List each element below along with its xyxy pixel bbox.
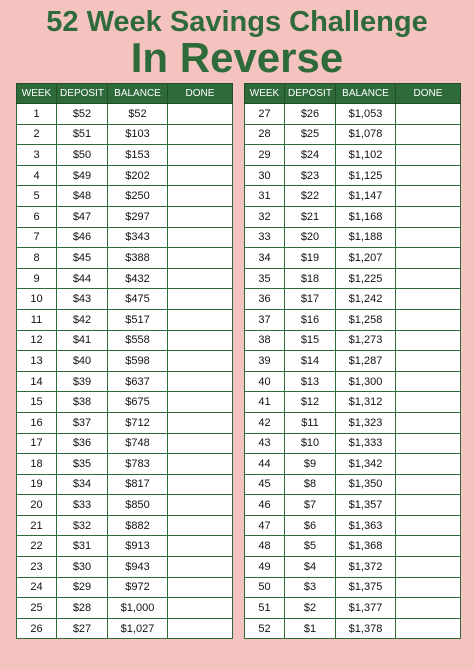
table-row: [245, 248, 461, 269]
done-checkbox-cell[interactable]: [396, 165, 461, 186]
balance-cell: $1,147: [336, 186, 396, 207]
header-week: WEEK: [17, 84, 57, 104]
table-row: [17, 351, 233, 372]
table-row: [245, 495, 461, 516]
balance-cell: $1,168: [336, 206, 396, 227]
week-cell: 21: [17, 515, 57, 536]
week-cell: 3: [17, 145, 57, 166]
deposit-cell: $35: [57, 454, 108, 475]
table-row: [17, 227, 233, 248]
done-checkbox-cell[interactable]: [396, 495, 461, 516]
balance-cell: $882: [108, 515, 168, 536]
table-row: [245, 474, 461, 495]
week-cell: 28: [245, 124, 285, 145]
table-row: [17, 598, 233, 619]
deposit-cell: $29: [57, 577, 108, 598]
balance-cell: $943: [108, 557, 168, 578]
done-checkbox-cell[interactable]: [396, 433, 461, 454]
done-checkbox-cell[interactable]: [168, 227, 233, 248]
table-row: [245, 433, 461, 454]
done-checkbox-cell[interactable]: [168, 330, 233, 351]
header-done: DONE: [396, 84, 461, 104]
done-checkbox-cell[interactable]: [168, 268, 233, 289]
table-row: [245, 557, 461, 578]
balance-cell: $1,357: [336, 495, 396, 516]
week-cell: 39: [245, 351, 285, 372]
balance-cell: $343: [108, 227, 168, 248]
table-header-row: [17, 84, 233, 104]
deposit-cell: $45: [57, 248, 108, 269]
done-checkbox-cell[interactable]: [396, 351, 461, 372]
deposit-cell: $46: [57, 227, 108, 248]
done-checkbox-cell[interactable]: [168, 474, 233, 495]
deposit-cell: $34: [57, 474, 108, 495]
done-checkbox-cell[interactable]: [168, 618, 233, 639]
balance-cell: $52: [108, 104, 168, 125]
week-cell: 19: [17, 474, 57, 495]
done-checkbox-cell[interactable]: [396, 474, 461, 495]
header-deposit: DEPOSIT: [285, 84, 336, 104]
week-cell: 50: [245, 577, 285, 598]
done-checkbox-cell[interactable]: [396, 371, 461, 392]
table-row: [245, 104, 461, 125]
done-checkbox-cell[interactable]: [396, 392, 461, 413]
table-row: [17, 165, 233, 186]
week-cell: 15: [17, 392, 57, 413]
balance-cell: $1,207: [336, 248, 396, 269]
week-cell: 20: [17, 495, 57, 516]
deposit-cell: $32: [57, 515, 108, 536]
balance-cell: $850: [108, 495, 168, 516]
done-checkbox-cell[interactable]: [168, 454, 233, 475]
done-checkbox-cell[interactable]: [168, 206, 233, 227]
balance-cell: $1,323: [336, 412, 396, 433]
deposit-cell: $15: [285, 330, 336, 351]
deposit-cell: $40: [57, 351, 108, 372]
table-row: [245, 392, 461, 413]
deposit-cell: $42: [57, 309, 108, 330]
week-cell: 42: [245, 412, 285, 433]
done-checkbox-cell[interactable]: [396, 309, 461, 330]
week-cell: 38: [245, 330, 285, 351]
balance-cell: $972: [108, 577, 168, 598]
table-row: [17, 577, 233, 598]
week-cell: 35: [245, 268, 285, 289]
week-cell: 13: [17, 351, 57, 372]
done-checkbox-cell[interactable]: [168, 165, 233, 186]
deposit-cell: $6: [285, 515, 336, 536]
done-checkbox-cell[interactable]: [168, 536, 233, 557]
table-body-right: [245, 104, 461, 639]
balance-cell: $675: [108, 392, 168, 413]
balance-cell: $558: [108, 330, 168, 351]
deposit-cell: $17: [285, 289, 336, 310]
balance-cell: $103: [108, 124, 168, 145]
balance-cell: $1,273: [336, 330, 396, 351]
deposit-cell: $43: [57, 289, 108, 310]
table-row: [17, 536, 233, 557]
week-cell: 52: [245, 618, 285, 639]
table-row: [17, 309, 233, 330]
deposit-cell: $48: [57, 186, 108, 207]
week-cell: 41: [245, 392, 285, 413]
week-cell: 44: [245, 454, 285, 475]
table-row: [17, 124, 233, 145]
balance-cell: $1,053: [336, 104, 396, 125]
balance-cell: $1,300: [336, 371, 396, 392]
balance-cell: $1,102: [336, 145, 396, 166]
table-row: [17, 330, 233, 351]
balance-cell: $817: [108, 474, 168, 495]
deposit-cell: $30: [57, 557, 108, 578]
deposit-cell: $26: [285, 104, 336, 125]
done-checkbox-cell[interactable]: [396, 248, 461, 269]
deposit-cell: $41: [57, 330, 108, 351]
done-checkbox-cell[interactable]: [396, 577, 461, 598]
done-checkbox-cell[interactable]: [396, 227, 461, 248]
savings-table-weeks-1-26: [16, 83, 233, 639]
deposit-cell: $31: [57, 536, 108, 557]
balance-cell: $712: [108, 412, 168, 433]
balance-cell: $1,312: [336, 392, 396, 413]
deposit-cell: $11: [285, 412, 336, 433]
header-balance: BALANCE: [336, 84, 396, 104]
done-checkbox-cell[interactable]: [168, 124, 233, 145]
table-row: [17, 104, 233, 125]
table-row: [245, 186, 461, 207]
done-checkbox-cell[interactable]: [168, 577, 233, 598]
deposit-cell: $51: [57, 124, 108, 145]
table-row: [17, 186, 233, 207]
week-cell: 27: [245, 104, 285, 125]
table-row: [245, 309, 461, 330]
week-cell: 33: [245, 227, 285, 248]
table-row: [245, 515, 461, 536]
week-cell: 37: [245, 309, 285, 330]
header-balance: BALANCE: [108, 84, 168, 104]
done-checkbox-cell[interactable]: [396, 515, 461, 536]
header-deposit: DEPOSIT: [57, 84, 108, 104]
deposit-cell: $23: [285, 165, 336, 186]
week-cell: 16: [17, 412, 57, 433]
week-cell: 23: [17, 557, 57, 578]
deposit-cell: $28: [57, 598, 108, 619]
deposit-cell: $7: [285, 495, 336, 516]
balance-cell: $1,027: [108, 618, 168, 639]
balance-cell: $202: [108, 165, 168, 186]
title-line-2: In Reverse: [130, 34, 344, 81]
table-row: [245, 536, 461, 557]
week-cell: 8: [17, 248, 57, 269]
deposit-cell: $8: [285, 474, 336, 495]
table-row: [245, 330, 461, 351]
table-row: [245, 371, 461, 392]
table-row: [245, 165, 461, 186]
done-checkbox-cell[interactable]: [168, 557, 233, 578]
week-cell: 32: [245, 206, 285, 227]
week-cell: 22: [17, 536, 57, 557]
week-cell: 45: [245, 474, 285, 495]
week-cell: 29: [245, 145, 285, 166]
deposit-cell: $2: [285, 598, 336, 619]
deposit-cell: $20: [285, 227, 336, 248]
week-cell: 25: [17, 598, 57, 619]
deposit-cell: $47: [57, 206, 108, 227]
week-cell: 18: [17, 454, 57, 475]
table-row: [17, 371, 233, 392]
table-row: [245, 227, 461, 248]
table-row: [245, 412, 461, 433]
balance-cell: $153: [108, 145, 168, 166]
deposit-cell: $5: [285, 536, 336, 557]
done-checkbox-cell[interactable]: [168, 433, 233, 454]
week-cell: 14: [17, 371, 57, 392]
table-row: [245, 268, 461, 289]
done-checkbox-cell[interactable]: [396, 186, 461, 207]
deposit-cell: $3: [285, 577, 336, 598]
done-checkbox-cell[interactable]: [396, 618, 461, 639]
deposit-cell: $39: [57, 371, 108, 392]
done-checkbox-cell[interactable]: [168, 289, 233, 310]
deposit-cell: $19: [285, 248, 336, 269]
deposit-cell: $27: [57, 618, 108, 639]
done-checkbox-cell[interactable]: [168, 371, 233, 392]
week-cell: 5: [17, 186, 57, 207]
balance-cell: $1,375: [336, 577, 396, 598]
done-checkbox-cell[interactable]: [396, 268, 461, 289]
deposit-cell: $21: [285, 206, 336, 227]
balance-cell: $1,377: [336, 598, 396, 619]
week-cell: 46: [245, 495, 285, 516]
deposit-cell: $33: [57, 495, 108, 516]
week-cell: 9: [17, 268, 57, 289]
done-checkbox-cell[interactable]: [168, 186, 233, 207]
balance-cell: $1,378: [336, 618, 396, 639]
deposit-cell: $13: [285, 371, 336, 392]
balance-cell: $783: [108, 454, 168, 475]
done-checkbox-cell[interactable]: [396, 412, 461, 433]
week-cell: 31: [245, 186, 285, 207]
deposit-cell: $14: [285, 351, 336, 372]
deposit-cell: $18: [285, 268, 336, 289]
header-done: DONE: [168, 84, 233, 104]
balance-cell: $1,000: [108, 598, 168, 619]
balance-cell: $432: [108, 268, 168, 289]
deposit-cell: $22: [285, 186, 336, 207]
balance-cell: $1,078: [336, 124, 396, 145]
table-row: [17, 618, 233, 639]
table-header-row: [245, 84, 461, 104]
balance-cell: $1,242: [336, 289, 396, 310]
table-row: [245, 145, 461, 166]
table-row: [17, 392, 233, 413]
week-cell: 2: [17, 124, 57, 145]
table-row: [17, 206, 233, 227]
week-cell: 48: [245, 536, 285, 557]
week-cell: 34: [245, 248, 285, 269]
table-row: [245, 289, 461, 310]
table-row: [245, 351, 461, 372]
balance-cell: $598: [108, 351, 168, 372]
balance-cell: $1,368: [336, 536, 396, 557]
table-row: [245, 618, 461, 639]
balance-cell: $748: [108, 433, 168, 454]
table-row: [17, 474, 233, 495]
done-checkbox-cell[interactable]: [396, 145, 461, 166]
table-row: [17, 557, 233, 578]
deposit-cell: $52: [57, 104, 108, 125]
balance-cell: $913: [108, 536, 168, 557]
deposit-cell: $25: [285, 124, 336, 145]
header-week: WEEK: [245, 84, 285, 104]
deposit-cell: $10: [285, 433, 336, 454]
balance-cell: $1,188: [336, 227, 396, 248]
table-row: [17, 268, 233, 289]
done-checkbox-cell[interactable]: [396, 557, 461, 578]
week-cell: 12: [17, 330, 57, 351]
balance-cell: $1,225: [336, 268, 396, 289]
week-cell: 26: [17, 618, 57, 639]
table-row: [17, 289, 233, 310]
deposit-cell: $50: [57, 145, 108, 166]
done-checkbox-cell[interactable]: [396, 104, 461, 125]
balance-cell: $1,287: [336, 351, 396, 372]
deposit-cell: $49: [57, 165, 108, 186]
done-checkbox-cell[interactable]: [396, 289, 461, 310]
balance-cell: $1,258: [336, 309, 396, 330]
done-checkbox-cell[interactable]: [168, 351, 233, 372]
title-line-1: 52 Week Savings Challenge: [46, 6, 428, 38]
table-row: [245, 577, 461, 598]
week-cell: 36: [245, 289, 285, 310]
done-checkbox-cell[interactable]: [396, 330, 461, 351]
balance-cell: $297: [108, 206, 168, 227]
table-row: [245, 598, 461, 619]
table-body-left: [17, 104, 233, 639]
week-cell: 40: [245, 371, 285, 392]
done-checkbox-cell[interactable]: [396, 598, 461, 619]
deposit-cell: $37: [57, 412, 108, 433]
balance-cell: $388: [108, 248, 168, 269]
deposit-cell: $36: [57, 433, 108, 454]
table-row: [17, 454, 233, 475]
balance-cell: $475: [108, 289, 168, 310]
deposit-cell: $9: [285, 454, 336, 475]
balance-cell: $1,363: [336, 515, 396, 536]
balance-cell: $250: [108, 186, 168, 207]
week-cell: 30: [245, 165, 285, 186]
deposit-cell: $16: [285, 309, 336, 330]
done-checkbox-cell[interactable]: [168, 104, 233, 125]
deposit-cell: $24: [285, 145, 336, 166]
balance-cell: $517: [108, 309, 168, 330]
week-cell: 6: [17, 206, 57, 227]
done-checkbox-cell[interactable]: [168, 598, 233, 619]
balance-cell: $637: [108, 371, 168, 392]
done-checkbox-cell[interactable]: [168, 515, 233, 536]
balance-cell: $1,125: [336, 165, 396, 186]
done-checkbox-cell[interactable]: [168, 248, 233, 269]
week-cell: 11: [17, 309, 57, 330]
done-checkbox-cell[interactable]: [168, 392, 233, 413]
done-checkbox-cell[interactable]: [168, 412, 233, 433]
deposit-cell: $1: [285, 618, 336, 639]
done-checkbox-cell[interactable]: [396, 206, 461, 227]
balance-cell: $1,350: [336, 474, 396, 495]
week-cell: 43: [245, 433, 285, 454]
week-cell: 7: [17, 227, 57, 248]
done-checkbox-cell[interactable]: [168, 495, 233, 516]
deposit-cell: $4: [285, 557, 336, 578]
week-cell: 47: [245, 515, 285, 536]
table-row: [245, 206, 461, 227]
week-cell: 17: [17, 433, 57, 454]
week-cell: 49: [245, 557, 285, 578]
done-checkbox-cell[interactable]: [168, 145, 233, 166]
done-checkbox-cell[interactable]: [396, 124, 461, 145]
table-row: [17, 412, 233, 433]
week-cell: 24: [17, 577, 57, 598]
week-cell: 4: [17, 165, 57, 186]
table-row: [17, 433, 233, 454]
savings-table-weeks-27-52: [244, 83, 461, 639]
deposit-cell: $38: [57, 392, 108, 413]
done-checkbox-cell[interactable]: [168, 309, 233, 330]
table-row: [17, 495, 233, 516]
week-cell: 10: [17, 289, 57, 310]
table-row: [245, 124, 461, 145]
week-cell: 51: [245, 598, 285, 619]
table-row: [245, 454, 461, 475]
table-row: [17, 248, 233, 269]
table-row: [17, 145, 233, 166]
week-cell: 1: [17, 104, 57, 125]
deposit-cell: $44: [57, 268, 108, 289]
done-checkbox-cell[interactable]: [396, 454, 461, 475]
balance-cell: $1,342: [336, 454, 396, 475]
done-checkbox-cell[interactable]: [396, 536, 461, 557]
balance-cell: $1,333: [336, 433, 396, 454]
balance-cell: $1,372: [336, 557, 396, 578]
table-row: [17, 515, 233, 536]
deposit-cell: $12: [285, 392, 336, 413]
